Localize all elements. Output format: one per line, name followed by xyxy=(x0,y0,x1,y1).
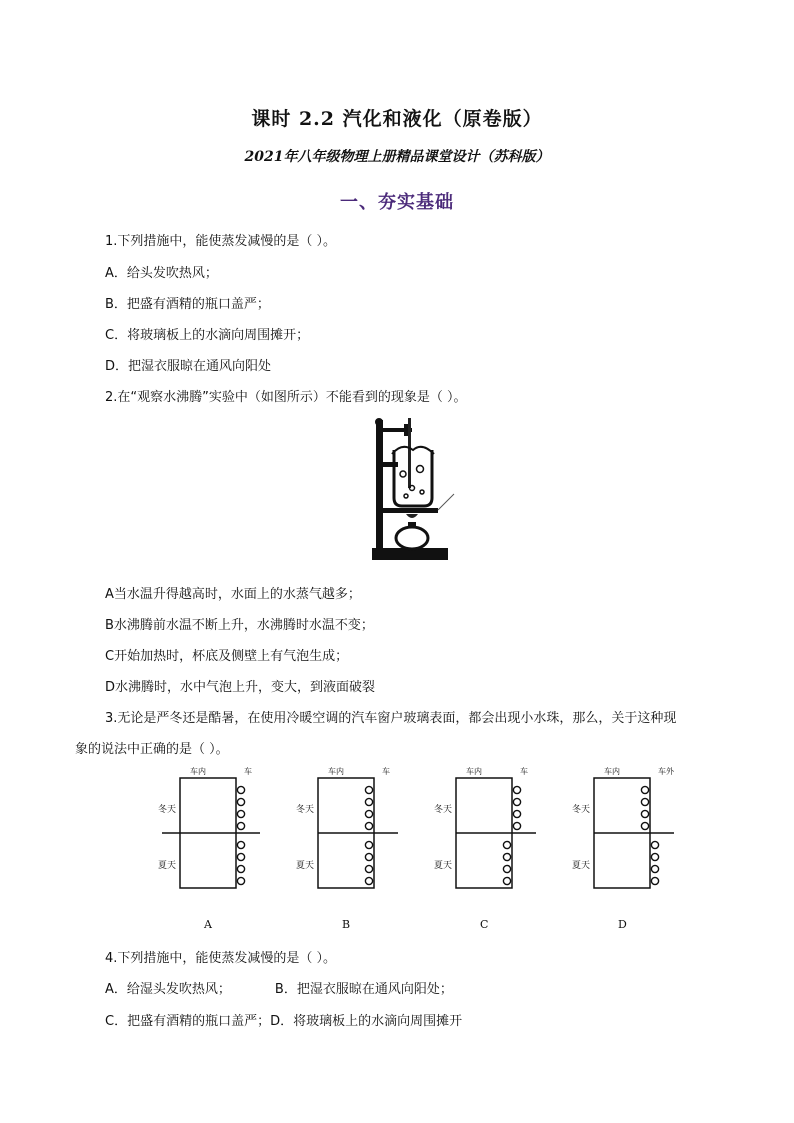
winter-b-droplet xyxy=(365,810,372,817)
winter-label-b: 冬天 xyxy=(296,805,315,815)
winter-a-droplet xyxy=(237,798,244,805)
summer-d-droplet xyxy=(651,841,658,848)
summer-d-droplet xyxy=(651,853,658,860)
summer-c-droplet xyxy=(503,865,510,872)
q4-options-row1 xyxy=(105,978,453,997)
winter-a-droplet xyxy=(237,822,244,829)
q4-stem: 4.下列措施中，能使蒸发减慢的是（ ）。 xyxy=(105,951,337,966)
summer-c-droplet xyxy=(503,841,510,848)
q2-stem: 2.在“观察水沸腾”实验中（如图所示）不能看到的现象是（ ）。 xyxy=(105,390,467,405)
summer-d-droplet xyxy=(651,865,658,872)
summer-label-b: 夏天 xyxy=(296,861,315,871)
q2-option-c: C开始加热时，杯底及侧壁上有气泡生成； xyxy=(105,649,349,664)
inside-label-a: 车内 xyxy=(190,767,206,776)
panel-label-d: D xyxy=(618,918,627,931)
winter-c-droplet xyxy=(513,798,520,805)
winter-label-c: 冬天 xyxy=(434,805,453,815)
panel-label-a: A xyxy=(204,918,212,931)
q2-option-b: B水沸腾前水温不断上升，水沸腾时水温不变； xyxy=(105,618,374,633)
page-title: 课时 2.2 汽化和液化（原卷版） xyxy=(251,108,543,130)
inside-label-b: 车内 xyxy=(328,767,344,776)
summer-a-droplet xyxy=(237,865,244,872)
summer-label-c: 夏天 xyxy=(434,861,453,871)
winter-b-droplet xyxy=(365,798,372,805)
inside-label-d: 车内 xyxy=(604,767,620,776)
summer-label-a: 夏天 xyxy=(158,861,177,871)
q1-stem: 1.下列措施中，能使蒸发减慢的是（ ）。 xyxy=(105,234,337,249)
summer-b-droplet xyxy=(365,865,372,872)
outside-label-c: 车 xyxy=(520,767,528,776)
q1-option-a: A．给头发吹热风； xyxy=(105,266,218,281)
q2-option-a: A当水温升得越高时，水面上的水蒸气越多； xyxy=(105,587,361,602)
q4-option-a: A．给湿头发吹热风； xyxy=(105,982,231,997)
inside-label-c: 车内 xyxy=(466,767,482,776)
winter-d-droplet xyxy=(641,822,648,829)
winter-c-droplet xyxy=(513,822,520,829)
q1-option-b: B．把盛有酒精的瓶口盖严； xyxy=(105,297,270,312)
q2-option-d: D水沸腾时，水中气泡上升，变大，到液面破裂 xyxy=(105,680,376,695)
summer-c-droplet xyxy=(503,877,510,884)
car-window-droplets-figure xyxy=(150,764,710,934)
page-subtitle: 2021年八年级物理上册精品课堂设计（苏科版） xyxy=(244,149,550,165)
q1-option-d: D．把湿衣服晾在通风向阳处 xyxy=(105,359,272,374)
summer-b-droplet xyxy=(365,853,372,860)
winter-c-droplet xyxy=(513,786,520,793)
winter-d-droplet xyxy=(641,810,648,817)
summer-a-droplet xyxy=(237,853,244,860)
summer-label-d: 夏天 xyxy=(572,861,591,871)
q3-stem-line2: 象的说法中正确的是（ ）。 xyxy=(75,742,229,757)
winter-label-a: 冬天 xyxy=(158,805,177,815)
q4-option-b: B．把湿衣服晾在通风向阳处； xyxy=(274,982,453,997)
summer-b-droplet xyxy=(365,841,372,848)
q4-options-row2: C．把盛有酒精的瓶口盖严；D．将玻璃板上的水滴向周围摊开 xyxy=(105,1014,463,1029)
winter-d-droplet xyxy=(641,786,648,793)
panel-label-c: C xyxy=(480,918,489,931)
outside-label-d: 车外 xyxy=(658,767,674,776)
winter-a-droplet xyxy=(237,786,244,793)
summer-c-droplet xyxy=(503,853,510,860)
winter-c-droplet xyxy=(513,810,520,817)
summer-b-droplet xyxy=(365,877,372,884)
section-heading: 一、夯实基础 xyxy=(340,192,454,213)
outside-label-b: 车 xyxy=(382,767,390,776)
boiling-apparatus-figure xyxy=(362,414,458,564)
outside-label-a: 车 xyxy=(244,767,252,776)
summer-a-droplet xyxy=(237,877,244,884)
q1-option-c: C．将玻璃板上的水滴向周围摊开； xyxy=(105,328,310,343)
winter-a-droplet xyxy=(237,810,244,817)
winter-b-droplet xyxy=(365,786,372,793)
summer-d-droplet xyxy=(651,877,658,884)
summer-a-droplet xyxy=(237,841,244,848)
winter-label-d: 冬天 xyxy=(572,805,591,815)
winter-b-droplet xyxy=(365,822,372,829)
q3-stem-line1: 3.无论是严冬还是酷暑，在使用冷暖空调的汽车窗户玻璃表面，都会出现小水珠，那么，关于这种现 xyxy=(105,711,677,726)
panel-label-b: B xyxy=(342,918,351,931)
winter-d-droplet xyxy=(641,798,648,805)
